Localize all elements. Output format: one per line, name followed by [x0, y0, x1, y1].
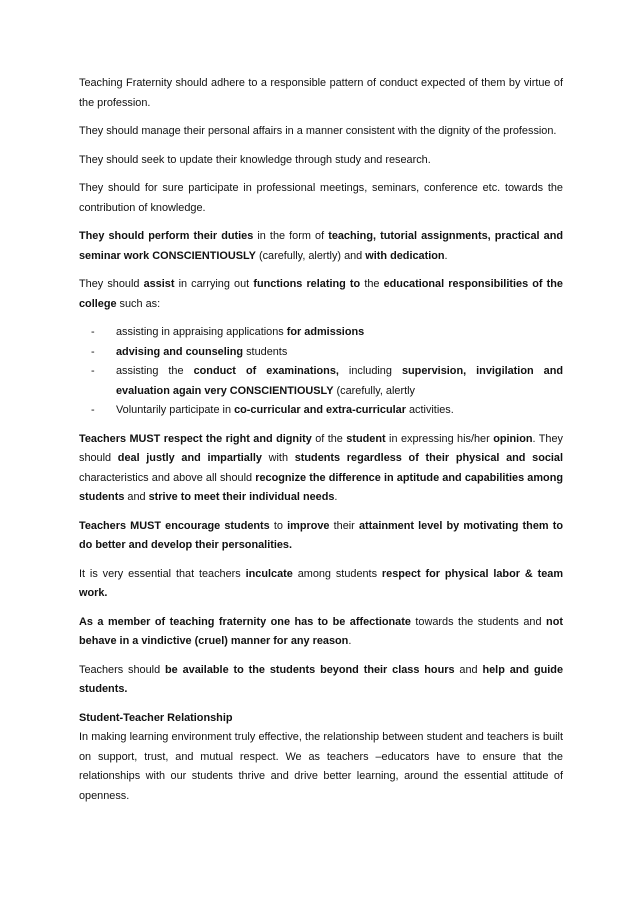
- document-page: [79, 74, 563, 806]
- duties-bullet-list: [79, 323, 563, 421]
- bold-text-run: co-curricular and extra-curricular: [234, 404, 406, 416]
- bold-text-run: opinion: [493, 432, 533, 445]
- bold-text-run: recognize the difference in aptitude and capabilities among students: [79, 471, 564, 503]
- bold-text-run: students regardless of their physical and social: [294, 452, 564, 464]
- section-body: In making learning environment truly effective, the relationship between student and teachers is built on support, trust, and mutual respect. We as teachers –educators have to ensure that the relationships with our students thrive and drive better learning, around the essential attitude of openness.: [79, 731, 563, 802]
- text-run: Teachers should: [79, 663, 166, 676]
- text-run: .: [334, 491, 338, 503]
- text-run: in expressing his/her: [385, 432, 494, 445]
- bold-text-run: not behave in a vindictive (cruel) manner for any reason: [79, 615, 563, 647]
- paragraph: [79, 517, 563, 556]
- bold-text-run: strive to meet their individual needs: [148, 491, 335, 503]
- text-run: students: [243, 345, 288, 358]
- text-run: (carefully, alertly: [333, 384, 415, 397]
- bold-text-run: conduct of examinations,: [193, 365, 339, 377]
- text-run: .: [444, 249, 448, 262]
- text-run: Voluntarily participate in: [116, 404, 235, 416]
- section-heading: Student-Teacher Relationship: [79, 711, 233, 724]
- paragraph: [79, 151, 563, 171]
- paragraph: [79, 430, 563, 508]
- text-run: of the: [311, 432, 347, 445]
- text-run: activities.: [405, 404, 454, 416]
- bold-text-run: for admissions: [286, 326, 365, 338]
- text-run: assisting the: [116, 365, 194, 377]
- dash-bullet-icon: -: [91, 404, 95, 416]
- paragraph: [79, 179, 563, 218]
- bold-text-run: help and guide students.: [79, 663, 563, 695]
- bold-text-run: inculcate: [245, 567, 293, 580]
- student-teacher-section: [79, 709, 563, 807]
- bold-text-run: deal justly and impartially: [117, 452, 262, 464]
- bold-text-run: functions relating to: [253, 278, 361, 290]
- text-run: They should seek to update their knowledge through study and research.: [79, 153, 431, 166]
- bold-text-run: assist: [143, 278, 175, 290]
- dash-bullet-icon: -: [91, 365, 95, 377]
- text-run: .: [348, 635, 352, 647]
- text-run: in the form of: [253, 230, 329, 242]
- text-run: assisting in appraising applications: [116, 326, 287, 338]
- text-run: the: [360, 278, 384, 290]
- bold-text-run: be available to the students beyond their class hours: [165, 663, 455, 676]
- bold-text-run: attainment level by motivating them to do better and develop their personalities.: [79, 519, 563, 551]
- bold-text-run: teaching, tutorial assignments, practical and seminar work CONSCIENTIOUSLY: [79, 230, 563, 262]
- text-run: characteristics and above all should: [79, 471, 256, 484]
- text-run: and: [454, 663, 483, 676]
- text-run: They should manage their personal affairs in a manner consistent with the dignity of the profession.: [79, 125, 557, 137]
- text-run: They should: [79, 278, 144, 290]
- text-run: their: [329, 519, 359, 532]
- text-run: to: [269, 519, 288, 532]
- bold-text-run: They should perform their duties: [79, 230, 254, 242]
- bullet-item: [79, 401, 563, 421]
- text-run: Teaching Fraternity should adhere to a responsible pattern of conduct expected of them by virtue of the profession.: [79, 77, 563, 109]
- bold-text-run: advising and counseling: [116, 345, 244, 358]
- text-run: with: [261, 452, 295, 464]
- bold-text-run: supervision, invigilation and evaluation again very CONSCIENTIOUSLY: [116, 365, 564, 397]
- bold-text-run: student: [346, 432, 386, 445]
- bold-text-run: Teachers MUST respect the right and dignity: [79, 432, 312, 445]
- paragraph: [79, 661, 563, 700]
- text-run: including: [338, 365, 402, 377]
- paragraph: [79, 565, 563, 604]
- bold-text-run: respect for physical labor & team work.: [79, 567, 563, 599]
- bullet-item: [79, 323, 563, 343]
- text-run: and: [124, 491, 149, 503]
- paragraph: [79, 613, 563, 652]
- text-run: They should for sure participate in professional meetings, seminars, conference etc. towards the contribution of knowledge.: [79, 182, 563, 214]
- intro-paragraphs: [79, 74, 563, 314]
- bold-text-run: educational responsibilities of the college: [79, 278, 563, 310]
- text-run: among students: [292, 567, 382, 580]
- text-run: . They should: [79, 432, 563, 464]
- bold-text-run: Teachers MUST encourage students: [79, 519, 270, 532]
- conduct-paragraphs: [79, 430, 563, 700]
- text-run: (carefully, alertly) and: [255, 249, 366, 262]
- text-run: towards the students and: [410, 615, 547, 628]
- bullet-item: [79, 343, 563, 363]
- bold-text-run: with dedication: [365, 249, 445, 262]
- paragraph: [79, 275, 563, 314]
- paragraph: [79, 122, 563, 142]
- text-run: such as:: [116, 297, 161, 310]
- paragraph: [79, 74, 563, 113]
- text-run: It is very essential that teachers: [79, 567, 246, 580]
- paragraph: [79, 227, 563, 266]
- bullet-item: [79, 362, 563, 401]
- bold-text-run: improve: [287, 519, 330, 532]
- dash-bullet-icon: -: [91, 345, 95, 358]
- bold-text-run: As a member of teaching fraternity one has to be affectionate: [79, 615, 411, 628]
- dash-bullet-icon: -: [91, 326, 95, 338]
- text-run: in carrying out: [174, 278, 254, 290]
